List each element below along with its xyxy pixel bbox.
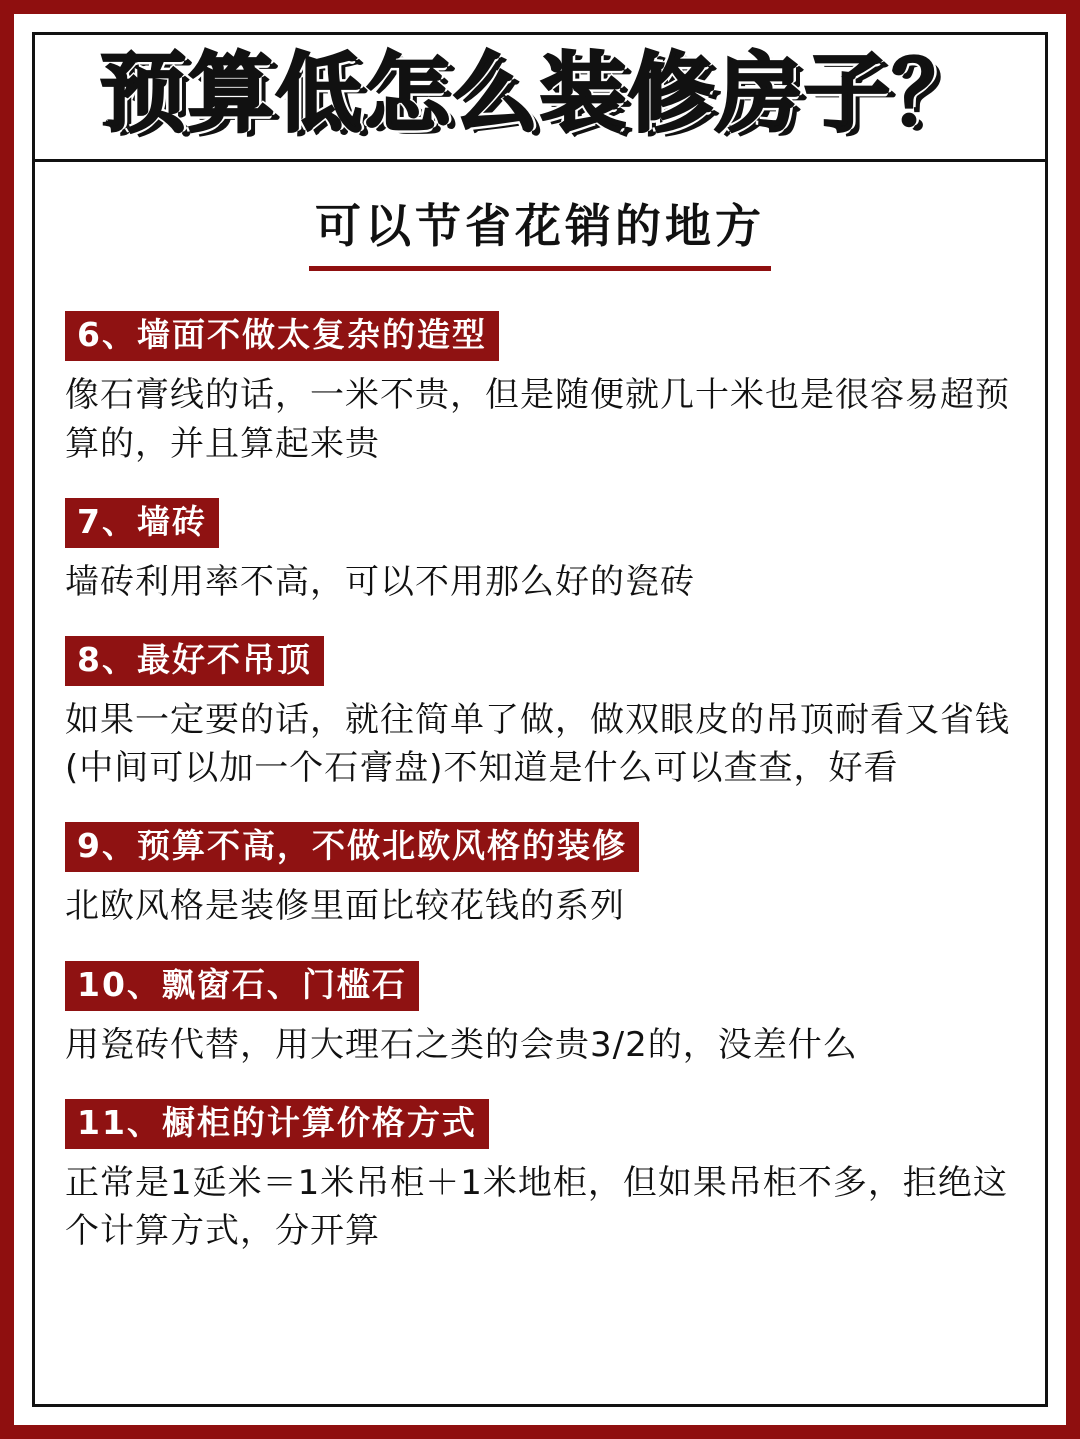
subtitle: 可以节省花销的地方 <box>309 190 771 271</box>
poster-inner-frame <box>32 32 1048 1407</box>
list-item <box>65 961 1015 1069</box>
list-item <box>65 1099 1015 1255</box>
item-body: 用瓷砖代替，用大理石之类的会贵3/2的，没差什么 <box>65 1024 858 1065</box>
tips-list <box>35 277 1045 1255</box>
item-heading: 11、橱柜的计算价格方式 <box>65 1099 489 1149</box>
item-heading: 9、预算不高，不做北欧风格的装修 <box>65 822 639 872</box>
item-body: 北欧风格是装修里面比较花钱的系列 <box>65 886 625 927</box>
item-heading: 10、飘窗石、门槛石 <box>65 961 419 1011</box>
list-item <box>65 311 1015 467</box>
item-heading: 6、墙面不做太复杂的造型 <box>65 311 499 361</box>
title-band <box>35 35 1045 162</box>
page-title: 预算低怎么装修房子？ <box>100 44 980 144</box>
item-body: 正常是1延米＝1米吊柜＋1米地柜，但如果吊柜不多，拒绝这个计算方式，分开算 <box>65 1162 1008 1252</box>
list-item <box>65 822 1015 930</box>
item-body: 如果一定要的话，就往简单了做，做双眼皮的吊顶耐看又省钱(中间可以加一个石膏盘)不知道是什么可以查查，好看 <box>65 699 1010 789</box>
item-body: 像石膏线的话，一米不贵，但是随便就几十米也是很容易超预算的，并且算起来贵 <box>65 375 1010 464</box>
list-item <box>65 498 1015 606</box>
item-heading: 8、最好不吊顶 <box>65 636 324 686</box>
item-body: 墙砖利用率不高，可以不用那么好的瓷砖 <box>65 561 695 602</box>
subtitle-section <box>35 162 1045 277</box>
list-item <box>65 636 1015 792</box>
item-heading: 7、墙砖 <box>65 498 219 548</box>
